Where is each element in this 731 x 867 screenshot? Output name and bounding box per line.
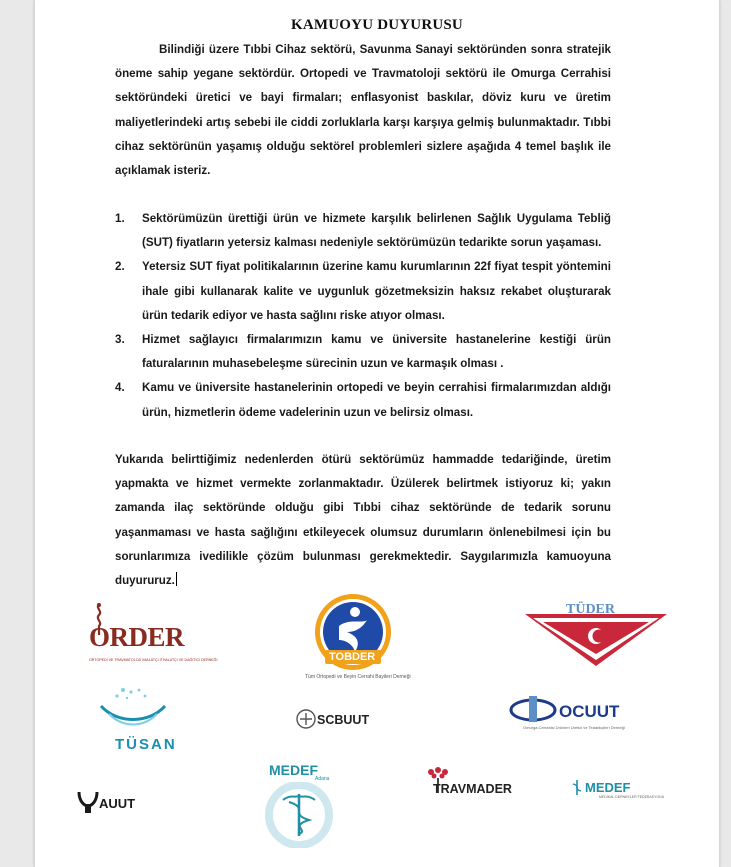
medef-logo	[569, 778, 689, 802]
tobder-logo	[273, 590, 443, 690]
travmader-name: TRAVMADER	[433, 782, 512, 796]
document-page	[34, 0, 720, 867]
ocuut-logo	[509, 694, 689, 734]
medef-adana-emblem-icon	[259, 782, 339, 848]
medef-adana-logo	[249, 762, 359, 852]
scbuut-logo	[295, 708, 415, 736]
list-number: 3.	[115, 333, 125, 347]
list-text: Kamu ve üniversite hastanelerinin ortopedi ve beyin cerrahisi firmalarımızdan aldığı ürün, hizmetlerin ödeme vadelerinin uzun ve belirsiz olması.	[142, 381, 611, 419]
tobder-name: TOBDER	[329, 651, 376, 663]
tuder-logo	[521, 600, 681, 670]
intro-paragraph: Bilindiği üzere Tıbbi Cihaz sektörü, Savunma Sanayi sektöründen sonra stratejik öneme sahip yegane sektördür. Ortopedi ve Travmatoloji sektörü ile Omurga Cerrahisi sektöründeki üretici ve bayi firmaları; enflasyonist baskılar, döviz kuru ve üretim maliyetlerindeki artış sebebi ile ciddi zorluklarla karşı karşıya gelmiş bulunmaktadır. Tıbbi cihaz sektörünün yaşamış olduğu sektörel problemleri sizlere aşağıda 4 temel başlık ile açıklamak isteriz.	[115, 43, 611, 178]
medef-adana-name: MEDEF	[269, 762, 318, 778]
tusan-logo	[79, 684, 189, 754]
list-item	[115, 328, 611, 376]
text-cursor	[176, 572, 177, 586]
medef-subtitle: MEDİKAL DERNEKLER FEDERASYONU	[599, 795, 665, 799]
auut-logo	[75, 786, 175, 822]
list-item	[115, 376, 611, 424]
list-number: 1.	[115, 212, 125, 225]
medef-adana-city: Adana	[315, 776, 330, 782]
document-title: KAMUOYU DUYURUSU	[291, 17, 463, 33]
tusan-name: TÜSAN	[115, 736, 177, 753]
ocuut-emblem-icon	[509, 694, 559, 724]
list-number: 2.	[115, 260, 125, 274]
closing-paragraph[interactable]	[115, 448, 611, 593]
list-number: 4.	[115, 381, 125, 395]
list-text: Sektörümüzün ürettiği ürün ve hizmete karşılık belirlenen Sağlık Uygulama Tebliğ (SUT) fiyatların yetersiz kalması nedeniyle sektörümüzün tedarikte sorun yaşaması.	[142, 212, 611, 250]
medef-name: MEDEF	[585, 780, 631, 795]
medef-emblem-icon	[569, 778, 585, 796]
order-name: ORDER	[89, 622, 185, 652]
order-subtitle: ORTOPEDİ VE TRAVMATOLOJİ İMALATÇI İTHALATÇI VE DAĞITICI DERNEĞİ	[89, 658, 218, 662]
closing-text: Yukarıda belirttiğimiz nedenlerden ötürü sektörümüz hammadde tedariğinde, üretim yapmakta ve hizmet vermekte zorlanmaktadır. Üzülerek belirtmek istiyoruz ki; yakın zamanda ilaç sektöründe olduğu gibi Tıbbi cihaz sektöründe de tedarik sorunu yaşanmaması ve hasta sağlığını etkileyecek olumsuz durumların önlenebilmesi için bu sorunlarımıza ivedilikle çözüm bulunması gerekmektedir. Saygılarımızla kamuoyuna duyururuz.	[115, 453, 611, 588]
order-logo	[85, 600, 218, 672]
travmader-logo	[423, 766, 543, 806]
list-text: Yetersiz SUT fiyat politikalarının üzerine kamu kurumlarının 22f fiyat tespit yöntemini ihale gibi kullanarak kalite ve uygunluk gözetmeksizin haksız rekabet oluşturarak ürün tedarik ediyor ve hasta sağlını riske atıyor olması.	[142, 260, 611, 322]
tusan-emblem-icon	[93, 684, 173, 732]
list-item	[115, 255, 611, 328]
tuder-name: TÜDER	[566, 602, 616, 617]
scbuut-emblem-icon	[295, 708, 317, 730]
auut-name: AUUT	[99, 796, 136, 811]
ocuut-name: OCUUT	[559, 702, 620, 721]
scbuut-name: SCBUUT	[317, 713, 370, 727]
auut-emblem-icon	[75, 788, 101, 814]
list-text: Hizmet sağlayıcı firmalarımızın kamu ve üniversite hastanelerine kestiği ürün faturalarının muhasebeleşme sürecinin uzun ve karmaşık olması .	[142, 333, 611, 371]
issue-list	[115, 207, 611, 425]
tobder-subtitle: Tüm Ortopedi ve Beyin Cerrahi Bayileri Derneği	[305, 674, 411, 680]
list-item	[115, 207, 611, 255]
ocuut-subtitle: Omurga Cerrahisi Ürünleri Üretici ve Tedarikçileri Derneği	[523, 725, 625, 730]
